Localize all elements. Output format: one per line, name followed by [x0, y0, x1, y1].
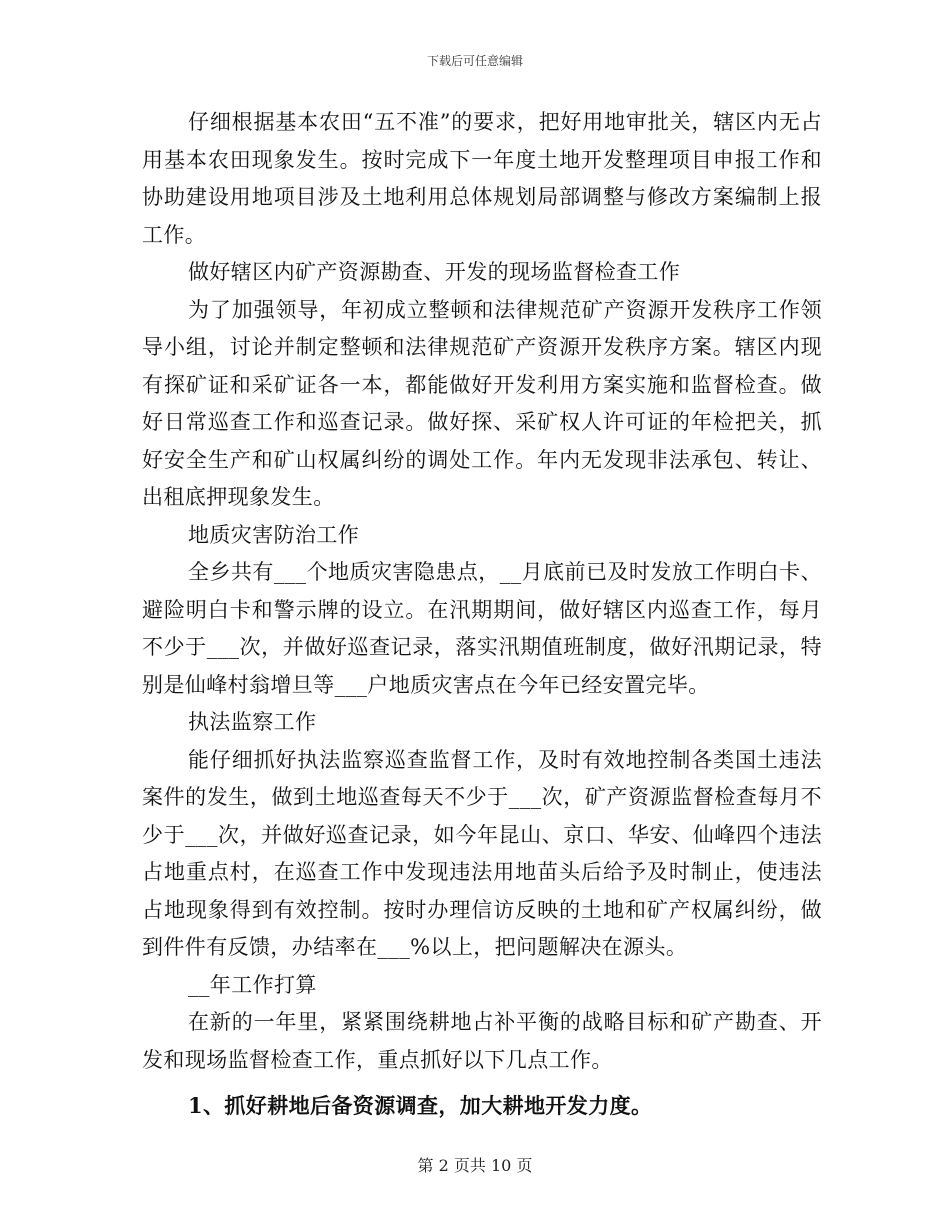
section-heading-mineral-supervision: 做好辖区内矿产资源勘查、开发的现场监督检查工作: [188, 260, 681, 284]
paragraph-law-enforcement: 能仔细抓好执法监察巡查监督工作，及时有效地控制各类国土违法案件的发生，做到土地巡查每天不少于___次，矿产资源监督检查每月不少于___次，并做好巡查记录，如今年昆山、京口、华安、仙峰四个违法占地重点村，在巡查工作中发现违法用地苗头后给予及时制止，使违法占地现象得到有效控制。按时办理信访反映的土地和矿产权属纠纷，做到件件有反馈，办结率在___%以上，把问题解决在源头。: [142, 747, 822, 959]
paragraph-farmland-approval: 仔细根据基本农田“五不准”的要求，把好用地审批关，辖区内无占用基本农田现象发生。按时完成下一年度土地开发整理项目申报工作和协助建设用地项目涉及土地利用总体规划局部调整与修改方案编制上报工作。: [142, 110, 822, 247]
page-number: 第 2 页共 10 页: [417, 1156, 533, 1175]
paragraph-geological-disaster: 全乡共有___个地质灾害隐患点，__月底前已及时发放工作明白卡、避险明白卡和警示牌的设立。在汛期期间，做好辖区内巡查工作，每月不少于___次，并做好巡查记录，落实汛期值班制度，做好汛期记录，特别是仙峰村翁增旦等___户地质灾害点在今年已经安置完毕。: [142, 560, 822, 697]
document-body: [142, 104, 822, 1125]
section-heading-work-plan: __年工作打算: [188, 972, 317, 997]
paragraph-mineral-order: 为了加强领导，年初成立整顿和法律规范矿产资源开发秩序工作领导小组，讨论并制定整顿和法律规范矿产资源开发秩序方案。辖区内现有探矿证和采矿证各一本，都能做好开发利用方案实施和监督检查。做好日常巡查工作和巡查记录。做好探、采矿权人许可证的年检把关，抓好安全生产和矿山权属纠纷的调处工作。年内无发现非法承包、转让、出租底押现象发生。: [142, 297, 822, 509]
section-heading-geological-disaster: 地质灾害防治工作: [188, 522, 360, 547]
page-header: 下载后可任意编辑: [426, 54, 523, 68]
section-heading-law-enforcement: 执法监察工作: [188, 710, 317, 734]
numbered-heading-farmland-survey: 1、抓好耕地后备资源调查，加大耕地开发力度。: [188, 1093, 653, 1118]
paragraph-work-plan: 在新的一年里，紧紧围绕耕地占补平衡的战略目标和矿产勘查、开发和现场监督检查工作，重点抓好以下几点工作。: [142, 1010, 822, 1072]
